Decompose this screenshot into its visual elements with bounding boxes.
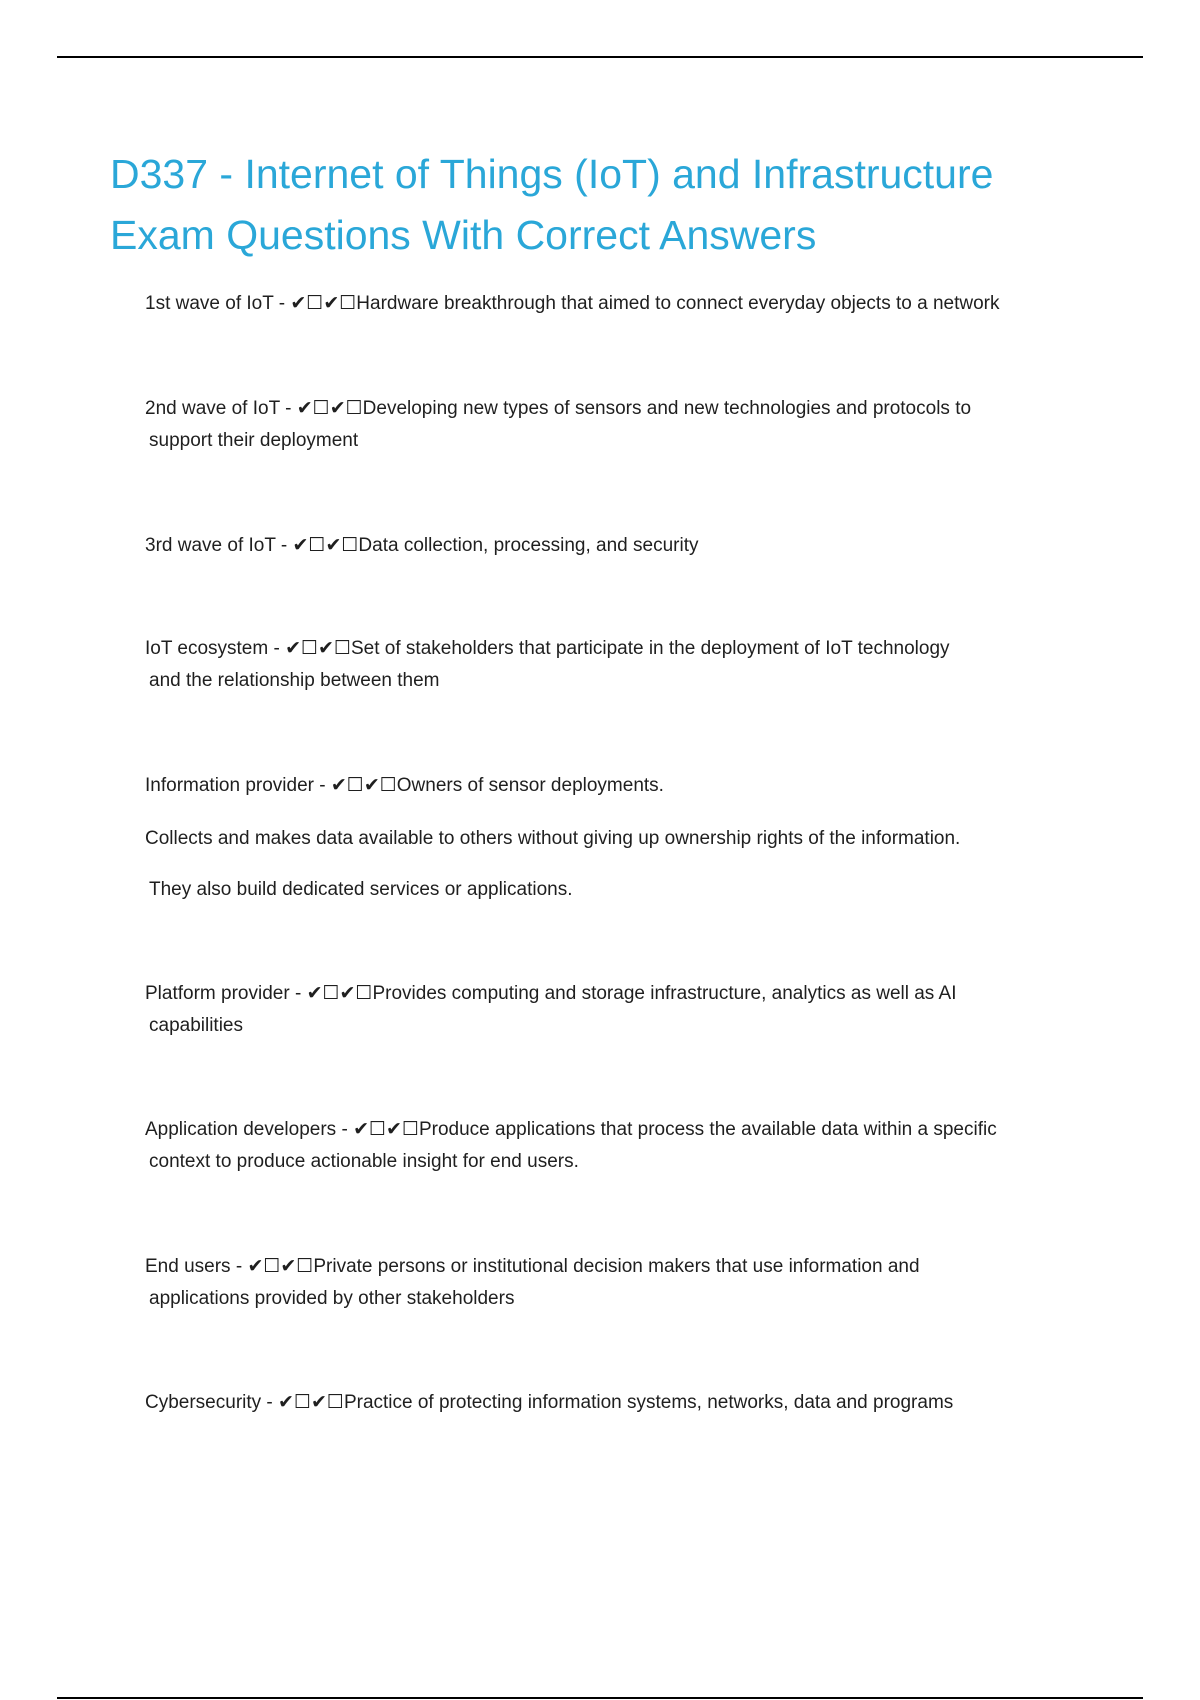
entry-definition-continued: applications provided by other stakeholders (149, 1288, 515, 1309)
entry-term: Application developers (145, 1119, 337, 1140)
entry-separator: - (273, 293, 291, 314)
check-marker-icon: ✔☐✔☐ (278, 1392, 344, 1413)
entry-first-line (145, 530, 1105, 562)
check-marker-icon: ✔☐✔☐ (292, 535, 359, 556)
qa-entry (145, 393, 1105, 457)
entry-separator: - (275, 535, 293, 556)
entry-definition: Developing new types of sensors and new technologies and protocols to (362, 398, 972, 419)
title-line-2: Exam Questions With Correct Answers (110, 212, 817, 258)
check-marker-icon: ✔☐✔☐ (353, 1119, 419, 1140)
bottom-rule (57, 1697, 1143, 1699)
qa-entry (145, 1251, 1105, 1315)
entry-term: 1st wave of IoT (145, 293, 274, 314)
entry-first-line (145, 1114, 1105, 1146)
qa-entry (145, 978, 1105, 1042)
check-marker-icon: ✔☐✔☐ (330, 775, 397, 796)
entry-definition: Hardware breakthrough that aimed to connect everyday objects to a network (356, 293, 1000, 314)
entry-definition: Data collection, processing, and security (358, 535, 699, 556)
qa-entry-paragraph (145, 874, 1105, 906)
check-marker-icon: ✔☐✔☐ (290, 293, 357, 314)
entry-separator: - (336, 1119, 354, 1140)
qa-entry (145, 770, 1105, 802)
entry-separator: - (268, 638, 286, 659)
entry-definition: Set of stakeholders that participate in the deployment of IoT technology (351, 638, 950, 659)
title-line-1: D337 - Internet of Things (IoT) and Infrastructure (110, 151, 994, 197)
entry-definition-continued: support their deployment (149, 430, 359, 451)
top-rule (57, 56, 1143, 58)
qa-entry (145, 530, 1105, 562)
entry-first-line (145, 288, 1105, 320)
entry-separator: - (289, 983, 307, 1004)
qa-entry (145, 1114, 1105, 1178)
entry-definition: Private persons or institutional decision makers that use information and (313, 1256, 920, 1277)
entry-term: Cybersecurity (145, 1392, 262, 1413)
entry-first-line (145, 1387, 1105, 1419)
entry-definition-continued: and the relationship between them (149, 670, 440, 691)
check-marker-icon: ✔☐✔☐ (296, 398, 363, 419)
entry-term: Platform provider (145, 983, 290, 1004)
check-marker-icon: ✔☐✔☐ (247, 1256, 314, 1277)
entry-term: 3rd wave of IoT (145, 535, 276, 556)
entry-term: 2nd wave of IoT (145, 398, 280, 419)
entry-definition: Owners of sensor deployments. (396, 775, 664, 796)
entry-first-line (145, 633, 1105, 665)
entry-first-line (145, 1251, 1105, 1283)
entry-definition: Provides computing and storage infrastructure, analytics as well as AI (372, 983, 957, 1004)
qa-entry (145, 633, 1105, 697)
entry-definition-continued: capabilities (149, 1015, 243, 1036)
check-marker-icon: ✔☐✔☐ (306, 983, 373, 1004)
qa-entry-paragraph (145, 823, 1105, 855)
entry-term: Information provider (145, 775, 314, 796)
entry-definition: Practice of protecting information systems, networks, data and programs (343, 1392, 954, 1413)
entry-first-line (145, 393, 1105, 425)
entry-term: IoT ecosystem (145, 638, 269, 659)
entry-term: End users (145, 1256, 231, 1277)
entry-extra-line: Collects and makes data available to others without giving up ownership rights of the information. (145, 828, 961, 849)
entry-definition-continued: context to produce actionable insight for end users. (149, 1151, 579, 1172)
entry-separator: - (261, 1392, 279, 1413)
entry-extra-line: They also build dedicated services or applications. (149, 879, 573, 900)
qa-entry (145, 288, 1105, 320)
entry-definition: Produce applications that process the available data within a specific (418, 1119, 997, 1140)
entry-separator: - (313, 775, 331, 796)
entry-separator: - (230, 1256, 248, 1277)
entry-first-line (145, 978, 1105, 1010)
entry-first-line (145, 770, 1105, 802)
qa-entry (145, 1387, 1105, 1419)
entry-separator: - (279, 398, 297, 419)
check-marker-icon: ✔☐✔☐ (285, 638, 351, 659)
document-title (110, 144, 1110, 266)
